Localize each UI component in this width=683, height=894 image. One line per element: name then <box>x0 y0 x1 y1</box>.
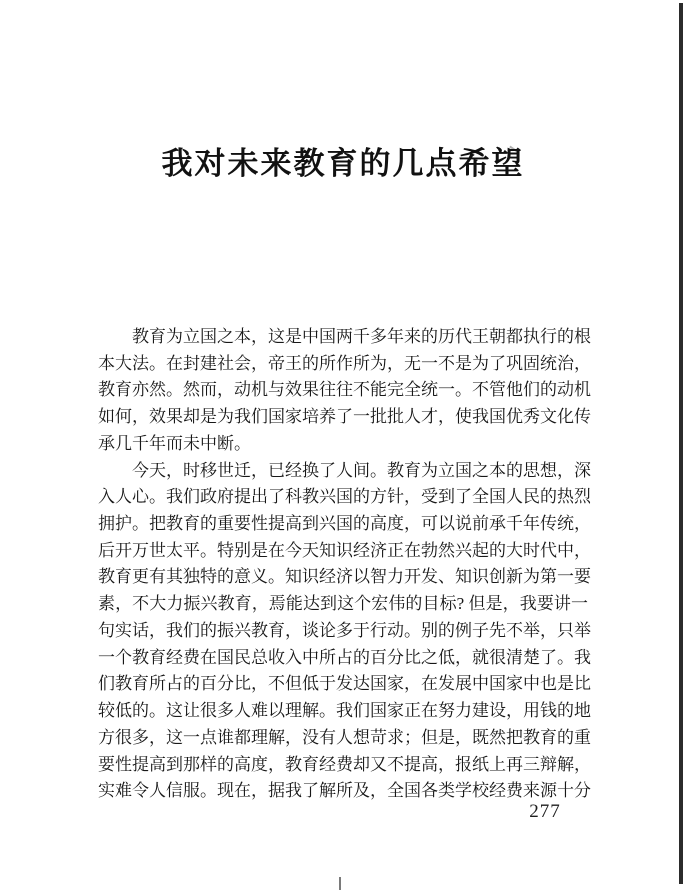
text-line: 承几千年而未中断。 <box>98 433 251 453</box>
text-line: 一个教育经费在国民总收入中所占的百分比之低，就很清楚了。我 <box>98 647 591 667</box>
text-line: 较低的。这让很多人难以理解。我们国家正在努力建设，用钱的地 <box>98 701 591 721</box>
text-line: 教育亦然。然而，动机与效果往往不能完全统一。不管他们的动机 <box>98 380 591 400</box>
scan-edge-line <box>679 3 683 884</box>
text-line: 入人心。我们政府提出了科教兴国的方针，受到了全国人民的热烈 <box>98 487 591 507</box>
text-line: 拥护。把教育的重要性提高到兴国的高度，可以说前承千年传统， <box>98 514 591 534</box>
body-text-block <box>98 324 591 805</box>
text-line: 今天，时移世迁，已经换了人间。教育为立国之本的思想，深 <box>132 460 591 480</box>
text-line: 方很多，这一点谁都理解，没有人想苛求；但是，既然把教育的重 <box>98 727 591 747</box>
text-line: 实难令人信服。现在，据我了解所及，全国各类学校经费来源十分 <box>98 781 591 801</box>
text-line: 素，不大力振兴教育，焉能达到这个宏伟的目标? 但是，我要讲一 <box>98 594 588 614</box>
text-line: 要性提高到那样的高度，教育经费却又不提高，报纸上再三辩解， <box>98 754 591 774</box>
text-line: 们教育所占的百分比，不但低于发达国家，在发展中国家中也是比 <box>98 674 591 694</box>
chapter-title: 我对未来教育的几点希望 <box>161 146 525 181</box>
text-line: 后开万世太平。特别是在今天知识经济正在勃然兴起的大时代中， <box>98 540 591 560</box>
text-line: 教育为立国之本，这是中国两千多年来的历代王朝都执行的根 <box>132 327 591 346</box>
text-line: 句实话，我们的振兴教育，谈论多于行动。别的例子先不举，只举 <box>98 620 591 640</box>
text-line: 如何，效果却是为我们国家培养了一批批人才，使我国优秀文化传 <box>98 407 591 427</box>
text-line: 教育更有其独特的意义。知识经济以智力开发、知识创新为第一要 <box>98 567 591 587</box>
text-line: 本大法。在封建社会，帝王的所作所为，无一不是为了巩固统治， <box>98 353 591 373</box>
scan-artifact-tick <box>339 877 341 890</box>
page-number: 277 <box>529 801 561 822</box>
